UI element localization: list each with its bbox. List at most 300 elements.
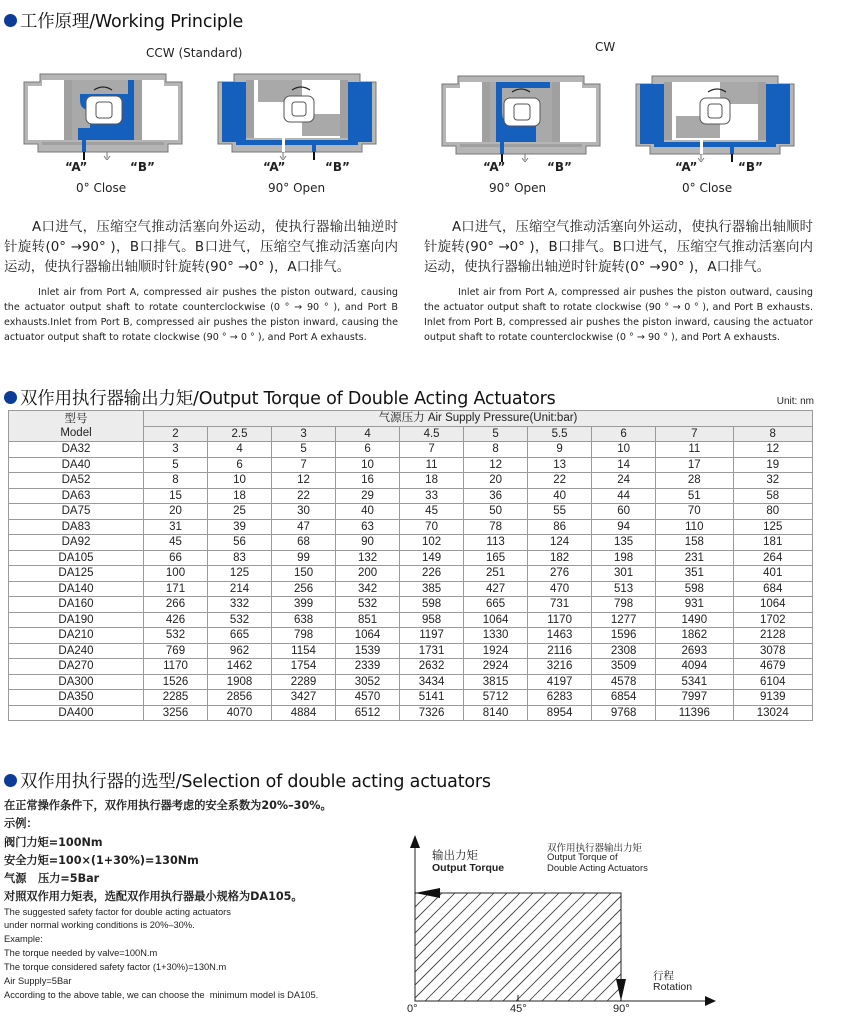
model-cell: DA300 bbox=[9, 674, 144, 690]
torque-cell: 6283 bbox=[528, 690, 592, 706]
pressure-header: 气源压力 Air Supply Pressure(Unit:bar) bbox=[144, 411, 813, 427]
pressure-value: 7 bbox=[656, 426, 733, 442]
torque-cell: 351 bbox=[656, 566, 733, 582]
x-tick-label: 45° bbox=[510, 1003, 527, 1015]
selection-title bbox=[4, 768, 491, 793]
cw-description-zh-text: A口进气，压缩空气推动活塞向外运动，使执行器输出轴顺时针旋转(90° →0° )，B口排气。B口进气，压缩空气推动活塞向内运动，使执行器输出轴逆时针旋转(0° →90° )，A口排气。 bbox=[424, 220, 813, 275]
torque-cell: 60 bbox=[592, 504, 656, 520]
ccw-description-en-text: Inlet air from Port A, compressed air pushes the piston outward, causing the actuator output shaft to rotate counterclockwise (0 ° → 90 ° ), and Port B exhausts.Inlet from Port B, compressed air pushes the piston inward, causing the actuator output shaft to rotate clockwise (90 ° → 0 ° ), and Port A exhausts. bbox=[4, 287, 398, 343]
torque-cell: 10 bbox=[592, 442, 656, 458]
torque-cell: 251 bbox=[464, 566, 528, 582]
torque-title bbox=[4, 385, 556, 410]
torque-cell: 33 bbox=[400, 488, 464, 504]
hatch-line bbox=[400, 893, 403, 1001]
torque-cell: 90 bbox=[336, 535, 400, 551]
torque-cell: 125 bbox=[208, 566, 272, 582]
torque-cell: 39 bbox=[208, 519, 272, 535]
torque-cell: 66 bbox=[144, 550, 208, 566]
torque-cell: 125 bbox=[733, 519, 813, 535]
torque-cell: 8954 bbox=[528, 705, 592, 721]
table-row bbox=[9, 690, 813, 706]
torque-cell: 68 bbox=[272, 535, 336, 551]
table-row bbox=[9, 504, 813, 520]
torque-cell: 200 bbox=[336, 566, 400, 582]
torque-cell: 931 bbox=[656, 597, 733, 613]
torque-cell: 149 bbox=[400, 550, 464, 566]
torque-cell: 214 bbox=[208, 581, 272, 597]
model-header bbox=[9, 411, 144, 442]
selection-en-line: under normal working conditions is 20%–30%. bbox=[4, 920, 195, 930]
torque-cell: 7326 bbox=[400, 705, 464, 721]
port-b-label: “B” bbox=[738, 160, 763, 174]
cw-label: CW bbox=[595, 40, 616, 54]
torque-cell: 10 bbox=[336, 457, 400, 473]
torque-cell: 12 bbox=[733, 442, 813, 458]
table-row bbox=[9, 659, 813, 675]
torque-cell: 5 bbox=[144, 457, 208, 473]
torque-cell: 83 bbox=[208, 550, 272, 566]
torque-cell: 3434 bbox=[400, 674, 464, 690]
torque-cell: 47 bbox=[272, 519, 336, 535]
torque-cell: 132 bbox=[336, 550, 400, 566]
ccw-description-zh-text: A口进气，压缩空气推动活塞向外运动，使执行器输出轴逆时针旋转(0° →90° )，B口排气。B口进气，压缩空气推动活塞向内运动，使执行器输出轴顺时针旋转(90° →0° )，A口排气。 bbox=[4, 220, 398, 275]
torque-cell: 6 bbox=[336, 442, 400, 458]
model-cell: DA400 bbox=[9, 705, 144, 721]
hatch-line bbox=[503, 893, 611, 1001]
torque-cell: 385 bbox=[400, 581, 464, 597]
hatch-line bbox=[542, 893, 650, 1001]
torque-cell: 1754 bbox=[272, 659, 336, 675]
torque-cell: 665 bbox=[464, 597, 528, 613]
torque-cell: 78 bbox=[464, 519, 528, 535]
pressure-value: 8 bbox=[733, 426, 813, 442]
torque-cell: 5 bbox=[272, 442, 336, 458]
torque-cell: 80 bbox=[733, 504, 813, 520]
torque-cell: 99 bbox=[272, 550, 336, 566]
torque-cell: 1330 bbox=[464, 628, 528, 644]
model-cell: DA350 bbox=[9, 690, 144, 706]
torque-cell: 1490 bbox=[656, 612, 733, 628]
selection-zh-line: 阀门力矩=100Nm bbox=[4, 836, 103, 849]
torque-cell: 4679 bbox=[733, 659, 813, 675]
working-principle-title bbox=[4, 8, 243, 33]
torque-cell: 14 bbox=[592, 457, 656, 473]
pressure-value: 5 bbox=[464, 426, 528, 442]
torque-cell: 1064 bbox=[336, 628, 400, 644]
working-principle-title-text: 工作原理/Working Principle bbox=[20, 12, 244, 32]
torque-cell: 4884 bbox=[272, 705, 336, 721]
torque-cell: 598 bbox=[656, 581, 733, 597]
torque-cell: 2924 bbox=[464, 659, 528, 675]
cw-open-diagram bbox=[436, 72, 606, 162]
torque-cell: 70 bbox=[400, 519, 464, 535]
model-cell: DA270 bbox=[9, 659, 144, 675]
torque-cell: 6854 bbox=[592, 690, 656, 706]
torque-cell: 4 bbox=[208, 442, 272, 458]
table-row bbox=[9, 457, 813, 473]
model-cell: DA140 bbox=[9, 581, 144, 597]
torque-cell: 4578 bbox=[592, 674, 656, 690]
torque-cell: 9768 bbox=[592, 705, 656, 721]
port-a-label: “A” bbox=[65, 160, 88, 174]
torque-cell: 2289 bbox=[272, 674, 336, 690]
torque-cell: 3815 bbox=[464, 674, 528, 690]
pressure-value: 2.5 bbox=[208, 426, 272, 442]
pressure-value: 6 bbox=[592, 426, 656, 442]
torque-cell: 798 bbox=[272, 628, 336, 644]
torque-cell: 1170 bbox=[528, 612, 592, 628]
torque-cell: 532 bbox=[144, 628, 208, 644]
torque-cell: 102 bbox=[400, 535, 464, 551]
x-tick-label: 90° bbox=[613, 1003, 630, 1015]
model-cell: DA92 bbox=[9, 535, 144, 551]
torque-cell: 962 bbox=[208, 643, 272, 659]
hatch-line bbox=[400, 893, 442, 1001]
torque-cell: 1702 bbox=[733, 612, 813, 628]
torque-cell: 7997 bbox=[656, 690, 733, 706]
torque-cell: 3256 bbox=[144, 705, 208, 721]
table-row bbox=[9, 674, 813, 690]
cw-description-en bbox=[424, 285, 813, 345]
torque-cell: 11 bbox=[400, 457, 464, 473]
torque-cell: 3216 bbox=[528, 659, 592, 675]
ccw-close-caption: 0° Close bbox=[76, 181, 127, 195]
y-label-en: Output Torque bbox=[432, 862, 505, 874]
torque-cell: 1064 bbox=[464, 612, 528, 628]
bullet-icon bbox=[4, 774, 17, 787]
torque-cell: 769 bbox=[144, 643, 208, 659]
torque-cell: 10 bbox=[208, 473, 272, 489]
torque-cell: 684 bbox=[733, 581, 813, 597]
torque-level-arrow-icon bbox=[415, 888, 440, 898]
selection-en-line: The torque considered safety factor (1+30%)=130N.m bbox=[4, 962, 227, 972]
table-row bbox=[9, 442, 813, 458]
torque-cell: 171 bbox=[144, 581, 208, 597]
torque-cell: 1463 bbox=[528, 628, 592, 644]
table-row bbox=[9, 628, 813, 644]
torque-cell: 20 bbox=[464, 473, 528, 489]
torque-cell: 6 bbox=[208, 457, 272, 473]
torque-cell: 301 bbox=[592, 566, 656, 582]
model-cell: DA160 bbox=[9, 597, 144, 613]
torque-cell: 266 bbox=[144, 597, 208, 613]
cw-description-en-text: Inlet air from Port A, compressed air pushes the piston outward, causing the actuator output shaft to rotate clockwise (90 ° → 0 ° ), and Port B exhausts. Inlet from Port B, compressed air pushes the piston inward, causing the actuator output shaft to rotate counterclockwise (0 ° → 90 ° ), and Port A exhausts. bbox=[424, 287, 813, 343]
torque-cell: 427 bbox=[464, 581, 528, 597]
ccw-description-zh bbox=[4, 218, 398, 278]
torque-cell: 1862 bbox=[656, 628, 733, 644]
torque-cell: 638 bbox=[272, 612, 336, 628]
hatch-line bbox=[400, 893, 416, 1001]
torque-cell: 29 bbox=[336, 488, 400, 504]
torque-cell: 22 bbox=[528, 473, 592, 489]
torque-cell: 231 bbox=[656, 550, 733, 566]
torque-cell: 165 bbox=[464, 550, 528, 566]
torque-cell: 3509 bbox=[592, 659, 656, 675]
torque-title-text: 双作用执行器输出力矩/Output Torque of Double Acting Actuators bbox=[20, 389, 556, 409]
ccw-open-diagram bbox=[212, 70, 382, 160]
hatch-line bbox=[438, 893, 546, 1001]
torque-cell: 798 bbox=[592, 597, 656, 613]
torque-cell: 198 bbox=[592, 550, 656, 566]
table-row bbox=[9, 581, 813, 597]
y-axis-arrow-icon bbox=[410, 835, 420, 848]
model-cell: DA75 bbox=[9, 504, 144, 520]
table-row bbox=[9, 705, 813, 721]
x-tick-label: 0° bbox=[407, 1003, 418, 1015]
selection-en-line: The suggested safety factor for double acting actuators bbox=[4, 907, 231, 917]
chart-title-en-2: Double Acting Actuators bbox=[547, 863, 648, 874]
model-cell: DA105 bbox=[9, 550, 144, 566]
table-row bbox=[9, 488, 813, 504]
port-a-label: “A” bbox=[675, 160, 698, 174]
torque-cell: 2632 bbox=[400, 659, 464, 675]
torque-cell: 1539 bbox=[336, 643, 400, 659]
model-header-zh: 型号 bbox=[64, 413, 88, 425]
torque-cell: 4070 bbox=[208, 705, 272, 721]
torque-table bbox=[8, 410, 813, 721]
torque-cell: 40 bbox=[528, 488, 592, 504]
torque-cell: 124 bbox=[528, 535, 592, 551]
torque-cell: 158 bbox=[656, 535, 733, 551]
hatch-line bbox=[464, 893, 572, 1001]
model-cell: DA125 bbox=[9, 566, 144, 582]
selection-en-line: Example: bbox=[4, 934, 43, 944]
torque-cell: 20 bbox=[144, 504, 208, 520]
torque-cell: 470 bbox=[528, 581, 592, 597]
torque-cell: 58 bbox=[733, 488, 813, 504]
torque-cell: 256 bbox=[272, 581, 336, 597]
torque-cell: 342 bbox=[336, 581, 400, 597]
torque-cell: 2116 bbox=[528, 643, 592, 659]
torque-cell: 181 bbox=[733, 535, 813, 551]
torque-cell: 44 bbox=[592, 488, 656, 504]
torque-cell: 4570 bbox=[336, 690, 400, 706]
torque-cell: 6104 bbox=[733, 674, 813, 690]
torque-cell: 18 bbox=[208, 488, 272, 504]
torque-cell: 30 bbox=[272, 504, 336, 520]
torque-cell: 426 bbox=[144, 612, 208, 628]
torque-cell: 17 bbox=[656, 457, 733, 473]
selection-en-line: The torque needed by valve=100N.m bbox=[4, 948, 158, 958]
torque-cell: 532 bbox=[336, 597, 400, 613]
torque-cell: 3 bbox=[144, 442, 208, 458]
pressure-value: 5.5 bbox=[528, 426, 592, 442]
torque-cell: 958 bbox=[400, 612, 464, 628]
cw-close-caption: 0° Close bbox=[682, 181, 733, 195]
torque-cell: 15 bbox=[144, 488, 208, 504]
torque-cell: 86 bbox=[528, 519, 592, 535]
torque-cell: 11396 bbox=[656, 705, 733, 721]
torque-cell: 100 bbox=[144, 566, 208, 582]
torque-cell: 7 bbox=[272, 457, 336, 473]
torque-cell: 32 bbox=[733, 473, 813, 489]
torque-cell: 40 bbox=[336, 504, 400, 520]
port-b-label: “B” bbox=[325, 160, 350, 174]
torque-cell: 8 bbox=[464, 442, 528, 458]
torque-cell: 399 bbox=[272, 597, 336, 613]
port-a-label: “A” bbox=[483, 160, 506, 174]
torque-cell: 94 bbox=[592, 519, 656, 535]
torque-cell: 1154 bbox=[272, 643, 336, 659]
selection-zh-line: 示例： bbox=[4, 817, 38, 830]
torque-cell: 1731 bbox=[400, 643, 464, 659]
table-row bbox=[9, 612, 813, 628]
hatch-line bbox=[412, 893, 520, 1001]
bullet-icon bbox=[4, 14, 17, 27]
table-row bbox=[9, 643, 813, 659]
hatch-line bbox=[490, 893, 598, 1001]
selection-en-line: According to the above table, we can choose the minimum model is DA105. bbox=[4, 990, 319, 1000]
torque-cell: 6512 bbox=[336, 705, 400, 721]
torque-cell: 63 bbox=[336, 519, 400, 535]
table-row bbox=[9, 566, 813, 582]
torque-cell: 401 bbox=[733, 566, 813, 582]
torque-cell: 4094 bbox=[656, 659, 733, 675]
selection-zh-line: 对照双作用力矩表，选配双作用执行器最小规格为DA105。 bbox=[4, 890, 303, 903]
torque-cell: 513 bbox=[592, 581, 656, 597]
torque-cell: 19 bbox=[733, 457, 813, 473]
selection-en-line: Air Supply=5Bar bbox=[4, 976, 72, 986]
table-header-row bbox=[9, 411, 813, 427]
model-cell: DA190 bbox=[9, 612, 144, 628]
x-label-zh: 行程 bbox=[653, 970, 674, 982]
model-cell: DA83 bbox=[9, 519, 144, 535]
x-label-en: Rotation bbox=[653, 981, 693, 993]
y-label-zh: 输出力矩 bbox=[432, 850, 478, 862]
model-cell: DA32 bbox=[9, 442, 144, 458]
torque-cell: 2856 bbox=[208, 690, 272, 706]
torque-cell: 45 bbox=[400, 504, 464, 520]
pressure-value: 4.5 bbox=[400, 426, 464, 442]
torque-cell: 18 bbox=[400, 473, 464, 489]
hatch-line bbox=[425, 893, 533, 1001]
torque-cell: 13024 bbox=[733, 705, 813, 721]
torque-cell: 8 bbox=[144, 473, 208, 489]
ccw-open-caption: 90° Open bbox=[268, 181, 326, 195]
torque-cell: 1908 bbox=[208, 674, 272, 690]
cw-open-caption: 90° Open bbox=[489, 181, 547, 195]
torque-cell: 12 bbox=[464, 457, 528, 473]
torque-cell: 1170 bbox=[144, 659, 208, 675]
port-b-label: “B” bbox=[547, 160, 572, 174]
torque-cell: 276 bbox=[528, 566, 592, 582]
torque-cell: 28 bbox=[656, 473, 733, 489]
torque-cell: 5141 bbox=[400, 690, 464, 706]
torque-cell: 665 bbox=[208, 628, 272, 644]
torque-cell: 22 bbox=[272, 488, 336, 504]
table-row bbox=[9, 535, 813, 551]
table-row bbox=[9, 550, 813, 566]
torque-cell: 9139 bbox=[733, 690, 813, 706]
torque-cell: 3052 bbox=[336, 674, 400, 690]
pressure-value: 4 bbox=[336, 426, 400, 442]
selection-zh-line: 气源 压力=5Bar bbox=[4, 872, 100, 885]
torque-cell: 5341 bbox=[656, 674, 733, 690]
torque-cell: 12 bbox=[272, 473, 336, 489]
torque-cell: 182 bbox=[528, 550, 592, 566]
torque-cell: 2693 bbox=[656, 643, 733, 659]
torque-cell: 70 bbox=[656, 504, 733, 520]
cw-close-diagram bbox=[630, 72, 800, 162]
torque-cell: 2339 bbox=[336, 659, 400, 675]
hatch-line bbox=[477, 893, 585, 1001]
unit-label: Unit: nm bbox=[776, 396, 814, 407]
model-cell: DA52 bbox=[9, 473, 144, 489]
torque-cell: 24 bbox=[592, 473, 656, 489]
torque-cell: 50 bbox=[464, 504, 528, 520]
chart-title-zh: 双作用执行器输出力矩 bbox=[547, 843, 643, 854]
torque-cell: 51 bbox=[656, 488, 733, 504]
port-a-label: “A” bbox=[263, 160, 286, 174]
hatch-line bbox=[516, 893, 624, 1001]
torque-cell: 1924 bbox=[464, 643, 528, 659]
torque-cell: 1197 bbox=[400, 628, 464, 644]
torque-cell: 2285 bbox=[144, 690, 208, 706]
cw-description-zh bbox=[424, 218, 813, 278]
torque-cell: 5712 bbox=[464, 690, 528, 706]
ccw-label: CCW (Standard) bbox=[146, 46, 243, 60]
ccw-close-diagram bbox=[18, 70, 188, 160]
torque-cell: 150 bbox=[272, 566, 336, 582]
torque-cell: 851 bbox=[336, 612, 400, 628]
port-b-label: “B” bbox=[130, 160, 155, 174]
hatch-line bbox=[400, 893, 507, 1001]
torque-cell: 731 bbox=[528, 597, 592, 613]
x-axis-arrow-icon bbox=[705, 996, 716, 1006]
bullet-icon bbox=[4, 391, 17, 404]
table-row bbox=[9, 597, 813, 613]
torque-cell: 36 bbox=[464, 488, 528, 504]
torque-cell: 7 bbox=[400, 442, 464, 458]
torque-cell: 598 bbox=[400, 597, 464, 613]
chart-title-en-1: Output Torque of bbox=[547, 852, 618, 863]
torque-cell: 55 bbox=[528, 504, 592, 520]
hatch-line bbox=[555, 893, 663, 1001]
torque-cell: 13 bbox=[528, 457, 592, 473]
torque-cell: 1462 bbox=[208, 659, 272, 675]
table-row bbox=[9, 519, 813, 535]
torque-cell: 264 bbox=[733, 550, 813, 566]
torque-cell: 56 bbox=[208, 535, 272, 551]
pressure-value: 2 bbox=[144, 426, 208, 442]
model-cell: DA210 bbox=[9, 628, 144, 644]
torque-cell: 1526 bbox=[144, 674, 208, 690]
torque-cell: 532 bbox=[208, 612, 272, 628]
table-row bbox=[9, 473, 813, 489]
torque-cell: 1277 bbox=[592, 612, 656, 628]
model-cell: DA240 bbox=[9, 643, 144, 659]
torque-cell: 2308 bbox=[592, 643, 656, 659]
selection-zh-line: 安全力矩=100×(1+30%)=130Nm bbox=[4, 854, 199, 867]
model-cell: DA40 bbox=[9, 457, 144, 473]
torque-cell: 8140 bbox=[464, 705, 528, 721]
model-cell: DA63 bbox=[9, 488, 144, 504]
torque-cell: 226 bbox=[400, 566, 464, 582]
hatch-line bbox=[400, 893, 468, 1001]
torque-cell: 45 bbox=[144, 535, 208, 551]
torque-cell: 113 bbox=[464, 535, 528, 551]
torque-cell: 2128 bbox=[733, 628, 813, 644]
torque-cell: 3078 bbox=[733, 643, 813, 659]
torque-cell: 3427 bbox=[272, 690, 336, 706]
torque-cell: 4197 bbox=[528, 674, 592, 690]
hatch-line bbox=[451, 893, 559, 1001]
pressure-value: 3 bbox=[272, 426, 336, 442]
selection-title-text: 双作用执行器的选型/Selection of double acting actuators bbox=[20, 772, 491, 792]
model-header-en: Model bbox=[60, 427, 92, 439]
torque-cell: 31 bbox=[144, 519, 208, 535]
torque-cell: 11 bbox=[656, 442, 733, 458]
